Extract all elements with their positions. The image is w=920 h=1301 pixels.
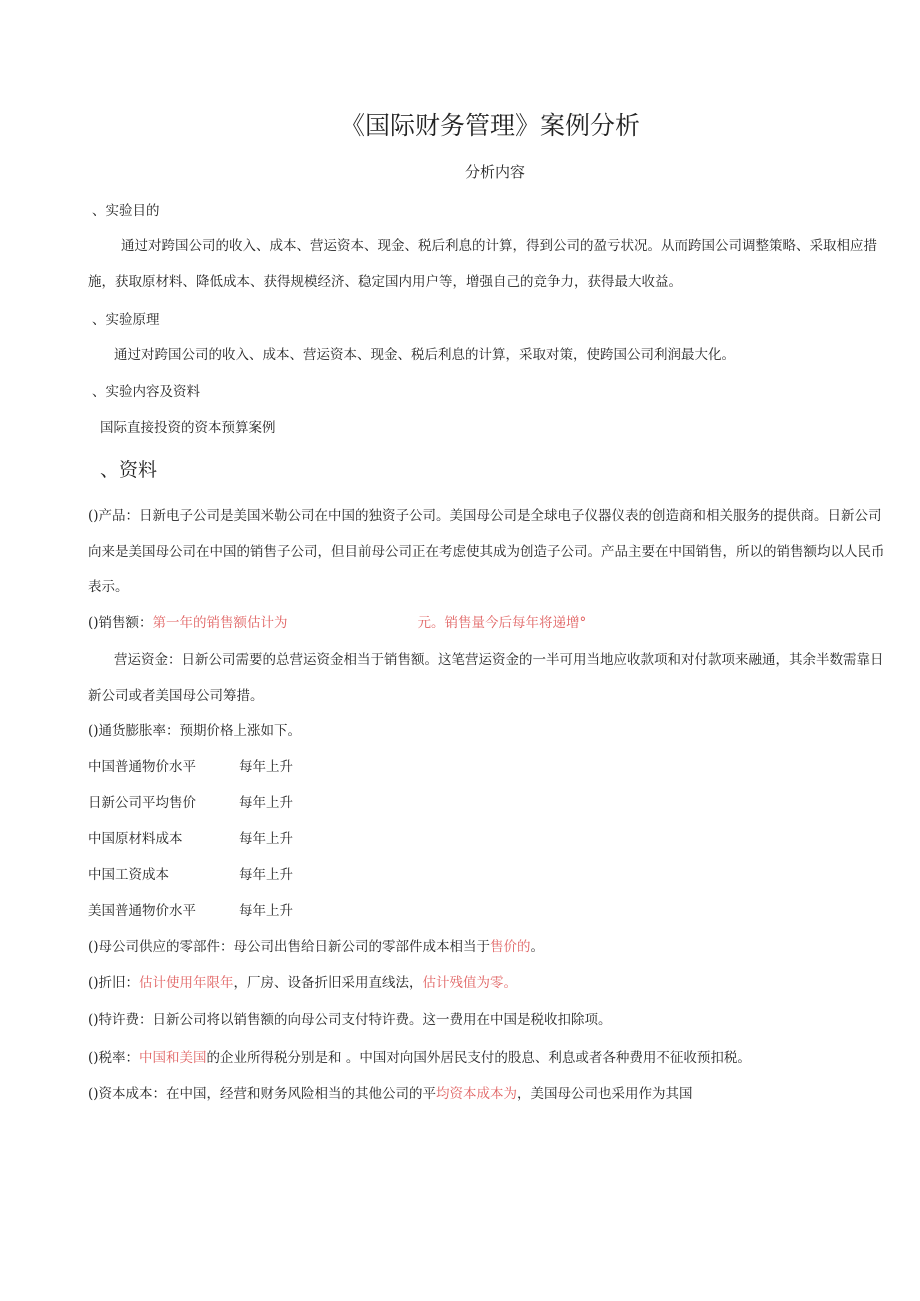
depreciation-method: ，厂房、设备折旧采用直线法，: [233, 975, 423, 991]
inflation-row-label: 中国工资成本: [88, 867, 169, 883]
sales-first-year-highlight: 第一年的销售额估计为: [152, 615, 288, 631]
sales-trailing-mark: °: [579, 615, 587, 631]
sales-unit: 元。销售量今: [417, 615, 499, 631]
purpose-line-1: 通过对跨国公司的收入、成本、营运资本、现金、税后利息的计算，得到公司的盈亏状况。从而跨国公司调整策略、采取相应措: [121, 238, 877, 254]
depreciation-salvage-highlight: 估计残值为零。: [422, 975, 518, 991]
working-capital-line-2: 新公司或者美国母公司筹措。: [88, 688, 264, 704]
capital-cost-line: [88, 1084, 693, 1104]
tax-prefix: ()税率：: [88, 1050, 140, 1066]
inflation-intro: ()通货膨胀率：预期价格上涨如下。: [88, 723, 302, 739]
inflation-row-label: 日新公司平均售价: [88, 795, 196, 811]
inflation-row-value: 每年上升: [239, 759, 293, 775]
product-line-1: ()产品：日新电子公司是美国米勒公司在中国的独资子公司。美国母公司是全球电子仪器仪表的创造商和相关服务的提供商。日新公司: [88, 508, 882, 524]
inflation-row-value: 每年上升: [239, 903, 293, 919]
capital-cost-suffix: ，美国母公司也采用作为其国: [517, 1086, 693, 1102]
tax-line: [88, 1048, 751, 1068]
document-title: 《国际财务管理》案例分析: [339, 111, 640, 140]
inflation-row-value: 每年上升: [239, 795, 293, 811]
inflation-row-label: 美国普通物价水平: [88, 903, 196, 919]
section-heading-purpose: 、实验目的: [92, 203, 160, 219]
depreciation-life-highlight: 估计使用年限年: [139, 975, 234, 991]
case-title: 国际直接投资的资本预算案例: [100, 420, 276, 436]
inflation-row-label: 中国原材料成本: [88, 831, 183, 847]
working-capital-line-1: 营运资金：日新公司需要的总营运资金相当于销售额。这笔营运资金的一半可用当地应收款项和对付款项来融通，其余半数需靠日: [114, 652, 884, 668]
parts-prefix: ()母公司供应的零部件：母公司出售给日新公司的零部件成本相当于: [88, 939, 491, 955]
capital-cost-highlight: 均资本成本为: [436, 1086, 518, 1102]
inflation-row-label: 中国普通物价水平: [88, 759, 196, 775]
parts-highlight: 售价的: [490, 939, 531, 955]
product-line-2: 向来是美国母公司在中国的销售子公司，但目前母公司正在考虑使其成为创造子公司。产品主要在中国销售，所以的销售额均以人民币: [88, 544, 885, 560]
section-heading-content: 、实验内容及资料: [92, 384, 200, 400]
royalty-line: ()特许费：日新公司将以销售额的向母公司支付特许费。这一费用在中国是税收扣除项。: [88, 1012, 612, 1028]
principle-text: 通过对跨国公司的收入、成本、营运资本、现金、税后利息的计算，采取对策，使跨国公司利润最大化。: [114, 347, 735, 363]
capital-cost-prefix: ()资本成本：在中国，经营和财务风险相当的其他公司的平: [88, 1086, 437, 1102]
inflation-row-value: 每年上升: [239, 867, 293, 883]
tax-highlight: 中国和美国: [139, 1050, 207, 1066]
parts-suffix: 。: [530, 939, 545, 955]
depreciation-line: [88, 973, 517, 993]
parts-line: [88, 937, 544, 957]
depreciation-prefix: ()折旧：: [88, 975, 140, 991]
tax-suffix: 的企业所得税分别是和 。中国对向国外居民支付的股息、利息或者各种费用不征收预扣税。: [206, 1050, 751, 1066]
section-heading-principle: 、实验原理: [92, 312, 160, 328]
purpose-line-2: 施，获取原材料、降低成本、获得规模经济、稳定国内用户等，增强自己的竞争力，获得最大收益。: [88, 274, 682, 290]
product-line-3: 表示。: [88, 579, 129, 595]
document-subtitle: 分析内容: [464, 163, 525, 181]
sales-growth-highlight: 后每年将递增: [498, 615, 580, 631]
materials-heading: 、资料: [100, 459, 158, 481]
sales-prefix: ()销售额：: [88, 615, 153, 631]
sales-line: [88, 613, 586, 633]
inflation-row-value: 每年上升: [239, 831, 293, 847]
